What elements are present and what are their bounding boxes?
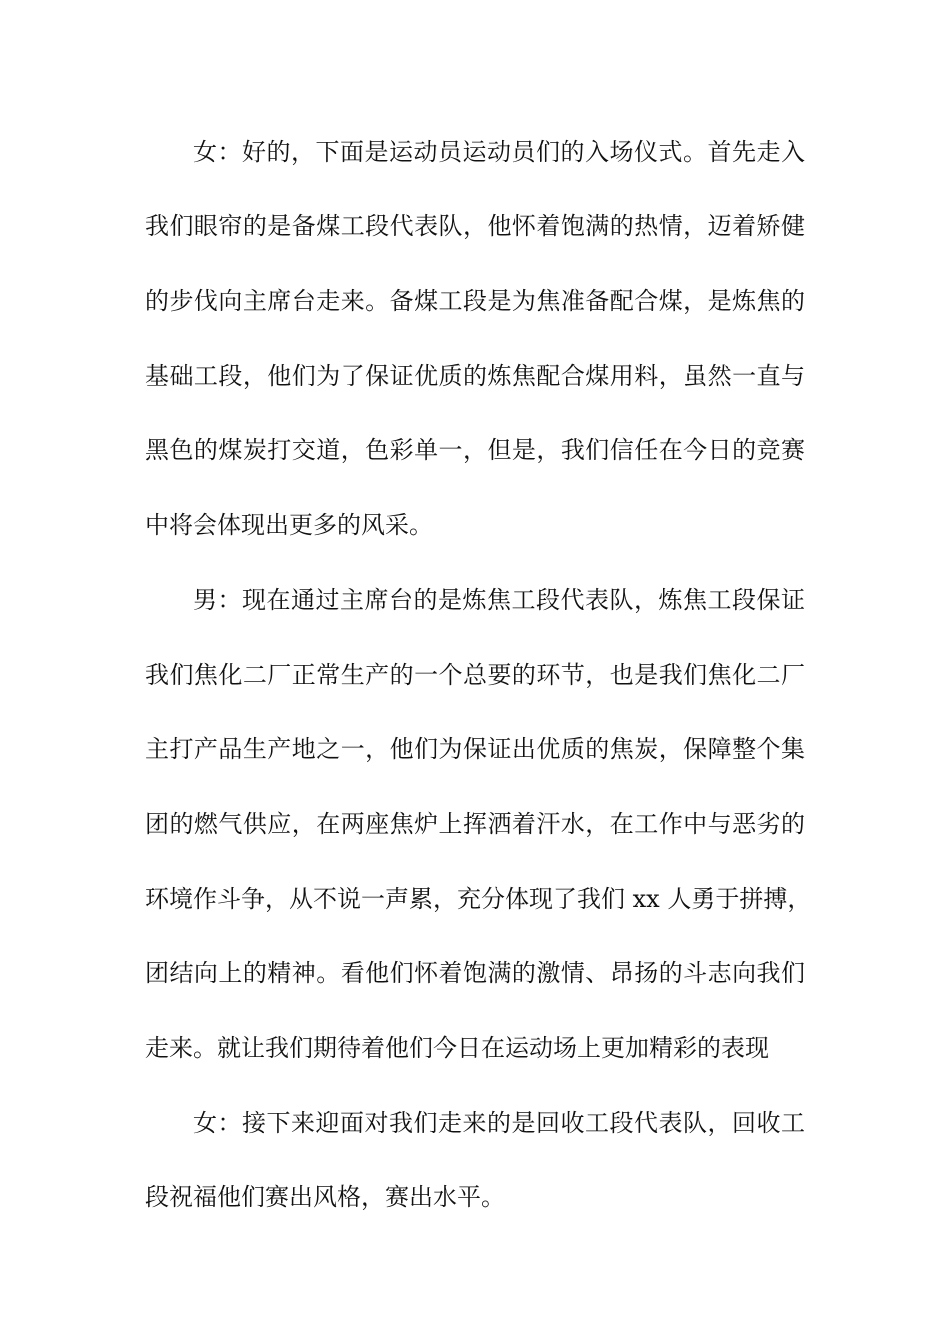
paragraph-2-line-6: 团结向上的精神。看他们怀着饱满的激情、昂扬的斗志向我们 xyxy=(145,959,805,987)
paragraph-2-line-3: 主打产品生产地之一，他们为保证出优质的焦炭，保障整个集 xyxy=(145,735,805,763)
paragraph-1-line-2: 我们眼帘的是备煤工段代表队，他怀着饱满的热情，迈着矫健 xyxy=(145,212,805,240)
paragraph-2-line-5: 环境作斗争，从不说一声累，充分体现了我们 xx 人勇于拼搏， xyxy=(145,885,812,913)
paragraph-2-line-7: 走来。就让我们期待着他们今日在运动场上更加精彩的表现 xyxy=(145,1034,769,1062)
paragraph-2-line-2: 我们焦化二厂正常生产的一个总要的环节，也是我们焦化二厂 xyxy=(145,661,805,689)
paragraph-1-line-4: 基础工段，他们为了保证优质的炼焦配合煤用料，虽然一直与 xyxy=(145,362,805,390)
paragraph-2-line-1: 男：现在通过主席台的是炼焦工段代表队，炼焦工段保证 xyxy=(193,586,805,614)
paragraph-2-line-4: 团的燃气供应，在两座焦炉上挥洒着汗水，在工作中与恶劣的 xyxy=(145,810,805,838)
paragraph-1-line-3: 的步伐向主席台走来。备煤工段是为焦准备配合煤，是炼焦的 xyxy=(145,287,805,315)
paragraph-1-line-5: 黑色的煤炭打交道，色彩单一，但是，我们信任在今日的竞赛 xyxy=(145,436,805,464)
paragraph-3-line-2: 段祝福他们赛出风格，赛出水平。 xyxy=(145,1183,505,1211)
paragraph-1-line-6: 中将会体现出更多的风采。 xyxy=(145,511,433,539)
paragraph-1-line-1: 女：好的，下面是运动员运动员们的入场仪式。首先走入 xyxy=(193,138,805,166)
paragraph-3-line-1: 女：接下来迎面对我们走来的是回收工段代表队，回收工 xyxy=(193,1109,805,1137)
